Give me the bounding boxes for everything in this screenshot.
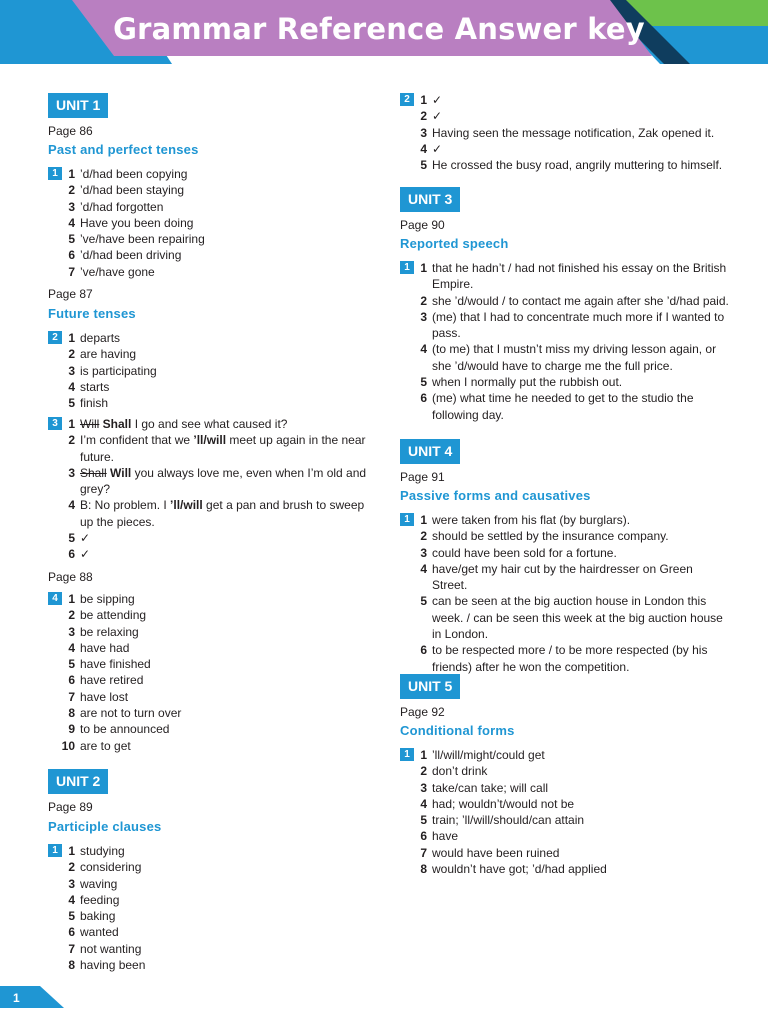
answer-list	[400, 747, 730, 877]
item-answer: ’ve/have been repairing	[80, 232, 205, 247]
list-item	[48, 721, 378, 737]
item-answer: to be respected more / to be more respected (by his friends) after he won the competition.	[432, 643, 708, 674]
section-title-future: Future tenses	[48, 306, 136, 321]
list-item	[48, 247, 378, 263]
list-item	[48, 908, 378, 924]
item-number: 3	[68, 624, 75, 639]
list-item	[400, 642, 730, 675]
list-item	[48, 363, 378, 379]
unit-4-badge: UNIT 4	[400, 439, 460, 464]
item-number: 4	[420, 141, 427, 156]
answer-list	[48, 330, 378, 411]
page-title: Grammar Reference Answer key	[113, 12, 645, 46]
item-answer: He crossed the busy road, angrily muttering to himself.	[432, 158, 723, 173]
item-answer: ’d/had been staying	[80, 183, 185, 198]
item-number: 2	[420, 109, 427, 124]
page-86-label: Page 86	[48, 124, 93, 138]
item-answer: can be seen at the big auction house in London this week. / can be seen this week at the big auction house in London.	[432, 594, 723, 642]
answer-list	[48, 843, 378, 973]
item-number: 5	[68, 232, 75, 247]
list-item	[48, 957, 378, 973]
list-item	[400, 780, 730, 796]
item-answer: considering	[80, 860, 142, 875]
item-number: 8	[68, 706, 75, 721]
item-answer: that he hadn’t / had not finished his essay on the British Empire.	[432, 261, 727, 292]
list-item	[48, 166, 378, 182]
item-answer: feeding	[80, 892, 120, 907]
exercise-number-badge: 1	[48, 167, 62, 180]
item-number: 6	[68, 925, 75, 940]
item-answer: wanted	[80, 925, 119, 940]
list-item: 2 I’m confident that we ’ll/will meet up again in the near future.	[68, 433, 366, 464]
item-number: 2	[420, 529, 427, 544]
item-number: 4	[68, 379, 75, 394]
list-item	[48, 738, 378, 754]
item-answer: could have been sold for a fortune.	[432, 545, 617, 560]
list-item: 1 Will Shall I go and see what caused it?	[68, 417, 288, 431]
item-number: 7	[68, 264, 75, 279]
answer-list	[400, 512, 730, 675]
list-item	[48, 859, 378, 875]
bold-answer: Shall	[102, 417, 132, 431]
item-answer: ✓	[432, 93, 443, 107]
item-number: 8	[420, 862, 427, 877]
list-item	[48, 379, 378, 395]
list-item	[400, 796, 730, 812]
list-item	[400, 845, 730, 861]
item-answer: had; wouldn’t/would not be	[432, 796, 575, 811]
exercise-number-badge: 1	[400, 513, 414, 526]
item-number: 4	[420, 342, 427, 357]
item-answer: not wanting	[80, 941, 142, 956]
answer-list	[400, 260, 730, 423]
list-item	[400, 341, 730, 374]
unit1-exercise-3	[48, 416, 378, 563]
item-answer: ’d/had been driving	[80, 248, 182, 263]
list-item	[48, 591, 378, 607]
page-90-label: Page 90	[400, 218, 445, 232]
check-mark: ✓	[80, 531, 91, 546]
item-number: 5	[420, 375, 427, 390]
item-answer: to be announced	[80, 722, 170, 737]
item-number: 3	[68, 876, 75, 891]
item-answer: have lost	[80, 689, 129, 704]
list-item	[400, 861, 730, 877]
item-number: 2	[68, 608, 75, 623]
item-number: 1	[420, 93, 427, 107]
list-item	[400, 512, 730, 528]
item-answer: have had	[80, 640, 130, 655]
item-answer: be sipping	[80, 592, 135, 606]
item-number: 10	[61, 738, 75, 753]
list-item	[400, 561, 730, 594]
list-item	[400, 92, 730, 108]
item-number: 1	[420, 261, 427, 275]
item-number: 2	[68, 183, 75, 198]
item-answer: studying	[80, 844, 125, 858]
list-item	[48, 924, 378, 940]
footer-page-tab	[0, 986, 70, 1024]
item-answer: when I normally put the rubbish out.	[432, 375, 623, 390]
item-number: 5	[68, 657, 75, 672]
item-number: 5	[420, 813, 427, 828]
item-number: 1	[68, 844, 75, 858]
list-item	[48, 264, 378, 280]
page-88-label: Page 88	[48, 570, 93, 584]
item-answer: have/get my hair cut by the hairdresser on Green Street.	[432, 561, 693, 593]
list-item	[48, 892, 378, 908]
list-item	[48, 346, 378, 362]
item-number: 3	[68, 363, 75, 378]
list-item	[400, 390, 730, 423]
item-answer: Have you been doing	[80, 215, 194, 230]
item-number: 4	[68, 640, 75, 655]
item-answer: (me) what time he needed to get to the studio the following day.	[432, 391, 694, 422]
item-number: 8	[68, 958, 75, 973]
list-item: 3 Shall Will you always love me, even when I’m old and grey?	[68, 465, 367, 497]
item-number: 5	[420, 158, 427, 173]
item-number: 1	[68, 592, 75, 606]
struck-word: Will	[80, 417, 100, 431]
item-answer: Having seen the message notification, Zak opened it.	[432, 125, 715, 140]
bold-answer: ’ll/will	[193, 433, 227, 448]
bold-answer: ’ll/will	[170, 498, 203, 513]
list-item	[48, 215, 378, 231]
list-item	[400, 309, 730, 342]
item-answer: ’ve/have gone	[80, 264, 155, 279]
item-number: 7	[68, 941, 75, 956]
item-number: 3	[420, 545, 427, 560]
list-item	[48, 689, 378, 705]
item-number: 3	[420, 125, 427, 140]
item-number: 6	[420, 829, 427, 844]
exercise-number-badge: 2	[48, 331, 62, 344]
item-answer: baking	[80, 909, 116, 924]
list-item	[48, 395, 378, 411]
unit-2-badge: UNIT 2	[48, 769, 108, 794]
list-item	[400, 593, 730, 642]
list-item	[48, 876, 378, 892]
item-number: 6	[68, 248, 75, 263]
list-item	[48, 656, 378, 672]
item-answer: ’d/had forgotten	[80, 199, 164, 214]
list-item: 4 B: No problem. I ’ll/will get a pan and brush to sweep up the pieces.	[68, 498, 365, 529]
list-item	[48, 231, 378, 247]
item-answer: have finished	[80, 657, 151, 672]
item-answer: ✓	[432, 109, 443, 124]
section-title-reported-speech: Reported speech	[400, 236, 509, 251]
unit1-exercise-4	[48, 591, 378, 754]
item-answer: would have been ruined	[432, 845, 560, 860]
exercise-number-badge: 4	[48, 592, 62, 605]
unit4-exercise-1	[400, 512, 730, 675]
item-number: 4	[68, 892, 75, 907]
list-item	[400, 125, 730, 141]
item-number: 3	[420, 780, 427, 795]
item-number: 1	[68, 331, 75, 345]
item-answer: having been	[80, 958, 146, 973]
list-item	[48, 199, 378, 215]
item-answer: are having	[80, 347, 137, 362]
item-answer: starts	[80, 379, 110, 394]
exercise-number-badge: 1	[48, 844, 62, 857]
item-number: 1	[68, 167, 75, 181]
item-number: 2	[420, 293, 427, 308]
item-number: 5	[68, 909, 75, 924]
list-item	[400, 528, 730, 544]
list-item	[48, 843, 378, 859]
check-mark: ✓	[80, 547, 91, 562]
item-number: 6	[68, 673, 75, 688]
list-item	[400, 374, 730, 390]
section-title-passive: Passive forms and causatives	[400, 488, 591, 503]
list-item: 6 ✓	[68, 547, 91, 562]
item-number: 4	[420, 561, 427, 576]
unit-3-badge: UNIT 3	[400, 187, 460, 212]
item-answer: were taken from his flat (by burglars).	[432, 513, 631, 527]
list-item	[400, 828, 730, 844]
item-number: 4	[68, 215, 75, 230]
item-answer: finish	[80, 396, 109, 411]
item-answer: be attending	[80, 608, 147, 623]
page-89-label: Page 89	[48, 800, 93, 814]
item-answer: ’ll/will/might/could get	[432, 748, 545, 762]
section-title-participle: Participle clauses	[48, 819, 162, 834]
item-number: 9	[68, 722, 75, 737]
item-number: 2	[68, 860, 75, 875]
unit-1-badge: UNIT 1	[48, 93, 108, 118]
list-item	[48, 672, 378, 688]
list-item	[48, 330, 378, 346]
list-item	[48, 705, 378, 721]
item-number: 6	[420, 391, 427, 406]
item-answer: (me) that I had to concentrate much more if I wanted to pass.	[432, 309, 725, 341]
list-item	[48, 640, 378, 656]
item-answer: departs	[80, 331, 121, 345]
item-answer: don’t drink	[432, 764, 488, 779]
item-answer: are not to turn over	[80, 706, 182, 721]
section-title-past-perfect: Past and perfect tenses	[48, 142, 199, 157]
item-answer: be relaxing	[80, 624, 139, 639]
item-number: 5	[420, 594, 427, 609]
item-answer: train; ’ll/will/should/can attain	[432, 813, 585, 828]
list-item	[48, 941, 378, 957]
item-answer: she ’d/would / to contact me again after she ’d/had paid.	[432, 293, 729, 308]
item-answer: should be settled by the insurance company.	[432, 529, 669, 544]
bold-answer: Will	[110, 465, 132, 480]
list-item	[400, 763, 730, 779]
header-banner	[0, 0, 768, 64]
item-number: 1	[420, 513, 427, 527]
struck-word: Shall	[80, 465, 107, 480]
unit2-exercise-1	[48, 843, 378, 973]
list-item	[400, 812, 730, 828]
item-number: 6	[420, 643, 427, 658]
unit5-exercise-1	[400, 747, 730, 877]
item-answer: is participating	[80, 363, 157, 378]
list-item	[48, 182, 378, 198]
item-answer: have	[432, 829, 459, 844]
item-number: 7	[68, 689, 75, 704]
page-92-label: Page 92	[400, 705, 445, 719]
unit3-exercise-1	[400, 260, 730, 423]
item-number: 2	[420, 764, 427, 779]
list-item: 5 ✓	[68, 531, 91, 546]
item-answer: waving	[80, 876, 118, 891]
item-number: 5	[68, 396, 75, 411]
item-answer: are to get	[80, 738, 131, 753]
item-answer: ✓	[432, 141, 443, 156]
list-item	[400, 141, 730, 157]
list-item	[48, 607, 378, 623]
answer-list	[48, 591, 378, 754]
list-item	[400, 747, 730, 763]
item-answer: ’d/had been copying	[80, 167, 188, 181]
list-item	[400, 108, 730, 124]
item-answer: take/can take; will call	[432, 780, 549, 795]
exercise-number-badge: 3	[48, 417, 62, 430]
item-number: 1	[420, 748, 427, 762]
list-item	[400, 260, 730, 293]
page-91-label: Page 91	[400, 470, 445, 484]
item-answer: (to me) that I mustn’t miss my driving lesson again, or she ’d/would have to charge me the full price.	[432, 342, 717, 373]
unit-5-badge: UNIT 5	[400, 674, 460, 699]
list-item	[400, 545, 730, 561]
item-answer: wouldn’t have got; ’d/had applied	[432, 862, 607, 877]
unit1-exercise-2	[48, 330, 378, 411]
item-number: 3	[68, 199, 75, 214]
exercise-number-badge: 1	[400, 261, 414, 274]
item-number: 3	[420, 309, 427, 324]
unit2-exercise-2	[400, 92, 730, 173]
exercise-number-badge: 1	[400, 748, 414, 761]
item-number: 2	[68, 347, 75, 362]
section-title-conditional: Conditional forms	[400, 723, 515, 738]
item-number: 7	[420, 845, 427, 860]
unit1-exercise-1	[48, 166, 378, 280]
list-item	[400, 293, 730, 309]
answer-list	[400, 92, 730, 173]
item-number: 4	[420, 796, 427, 811]
list-item	[400, 157, 730, 173]
page-87-label: Page 87	[48, 287, 93, 301]
answer-list	[48, 166, 378, 280]
exercise-number-badge: 2	[400, 93, 414, 106]
list-item	[48, 624, 378, 640]
item-answer: have retired	[80, 673, 144, 688]
page-number: 1	[13, 991, 20, 1005]
